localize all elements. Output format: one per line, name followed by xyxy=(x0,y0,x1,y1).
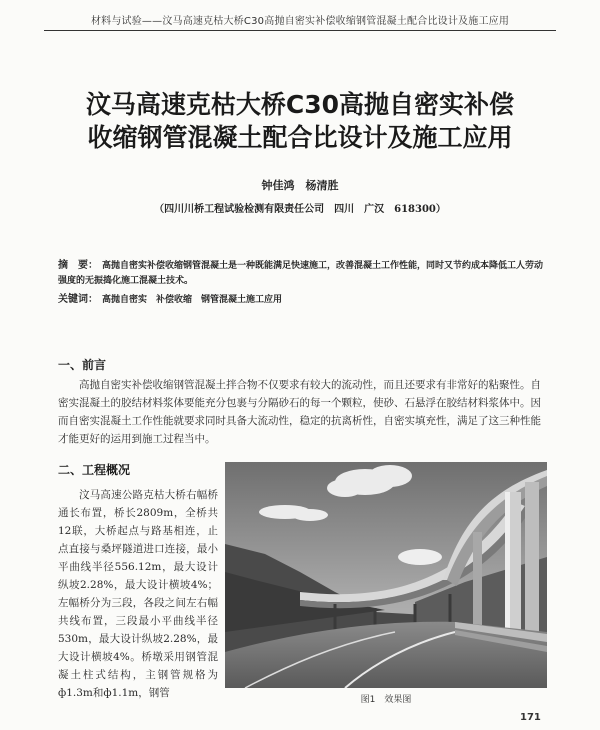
abstract xyxy=(58,258,548,289)
page-number: 171 xyxy=(520,712,541,723)
figure-caption: 图1 效果图 xyxy=(360,695,412,705)
abstract-label: 摘 要： xyxy=(58,260,98,271)
header-rule xyxy=(44,30,556,31)
section-project-overview-body xyxy=(58,486,218,702)
title-line-2: 收缩钢管混凝土配合比设计及施工应用 xyxy=(87,123,513,152)
abstract-text: 高抛自密实补偿收缩钢管混凝土是一种既能满足快速施工，改善混凝土工作性能，同时又节约成本降低工人劳动强度的无振捣化施工混凝土技术。 xyxy=(58,261,544,286)
bridge-photo xyxy=(225,462,547,688)
affiliation: （四川川桥工程试验检测有限责任公司 四川 广汉 618300） xyxy=(154,204,446,215)
keywords-label: 关键词： xyxy=(58,294,98,305)
section-heading-project-overview: 二、工程概况 xyxy=(58,463,131,477)
section-introduction-body xyxy=(58,376,548,448)
section-heading-introduction: 一、前言 xyxy=(58,358,107,372)
paragraph: 汶马高速公路克枯大桥右幅桥通长布置，桥长2809m，全桥共12联，大桥起点与路基相连，止点直接与桑坪隧道进口连接，最小平曲线半径556.12m，最大设计纵坡2.28%，最大设计横坡4%；左幅桥分为三段，各段之间左右幅共线布置，三段最小平曲线半径530m，最大设计纵坡2.28%，最大设计横坡4%。桥墩采用钢管混凝土柱式结构，主钢管规格为ф1.3m和ф1.1m，钢管 xyxy=(58,489,218,699)
paper-title xyxy=(60,88,540,154)
figure-bridge-rendering xyxy=(225,462,547,688)
title-line-1: 汶马高速克枯大桥C30高抛自密实补偿 xyxy=(85,90,515,119)
authors: 钟佳鸿 杨清胜 xyxy=(261,179,339,192)
paragraph: 高抛自密实补偿收缩钢管混凝土拌合物不仅要求有较大的流动性，而且还要求有非常好的粘聚性。自密实混凝土的胶结材料浆体要能充分包裹与分隔砂石的每一个颗粒，使砂、石悬浮在胶结材料浆体中。因而自密实混凝土工作性能就要求同时具备大流动性，稳定的抗离析性，自密实填充性，满足了这三种性能才能更好的运用到施工过程当中。 xyxy=(58,379,541,445)
keywords-text: 高抛自密实 补偿收缩 钢管混凝土施工应用 xyxy=(102,295,283,305)
keywords xyxy=(58,290,548,305)
running-head: 材料与试验——汶马高速克枯大桥C30高抛自密实补偿收缩钢管混凝土配合比设计及施工应用 xyxy=(90,16,510,27)
